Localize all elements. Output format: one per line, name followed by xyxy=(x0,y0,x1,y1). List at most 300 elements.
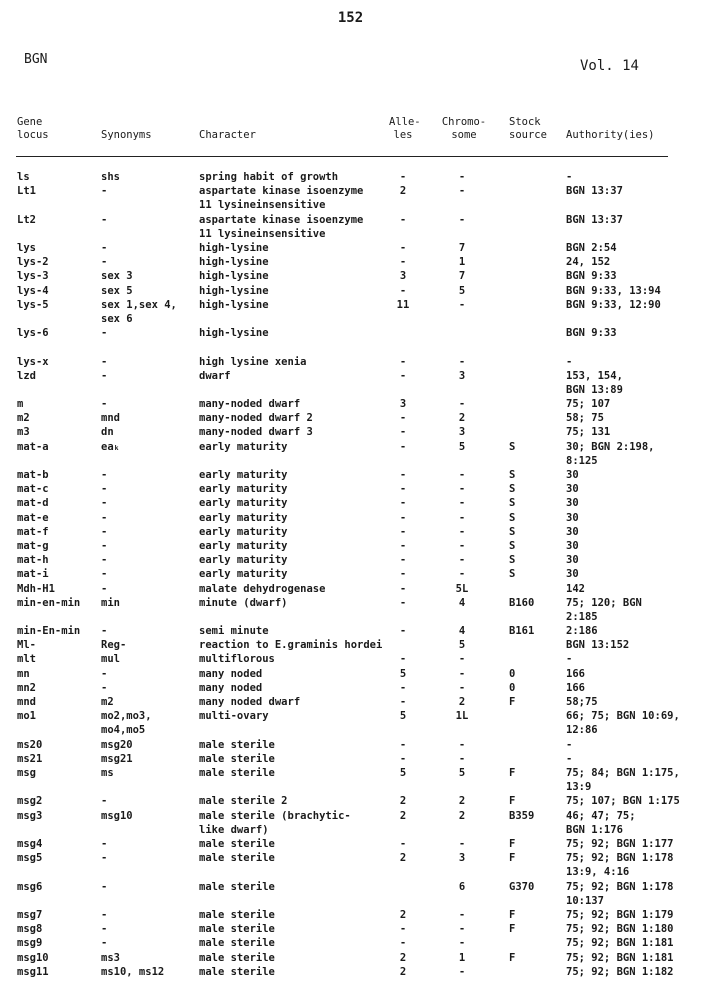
header-synonyms: Synonyms xyxy=(101,129,152,141)
chromosome-cell: - xyxy=(458,738,466,751)
table-row xyxy=(0,525,701,539)
alleles-cell: - xyxy=(399,497,407,510)
chromosome-cell: - xyxy=(458,298,466,311)
character-cell: multiflorous xyxy=(199,653,275,666)
character-cell: male sterile (brachytic- like dwarf) xyxy=(199,809,351,836)
gene-locus-cell: lys-x xyxy=(17,355,49,368)
character-cell: semi minute xyxy=(199,625,269,638)
gene-locus-cell: Mdh-H1 xyxy=(17,582,55,595)
chromosome-cell: - xyxy=(458,213,466,226)
character-cell: male sterile xyxy=(199,738,275,751)
synonyms-cell: shs xyxy=(101,171,120,183)
synonyms-cell: - xyxy=(101,880,108,893)
chromosome-cell: - xyxy=(458,923,466,936)
header-rule xyxy=(16,156,668,157)
synonyms-cell: - xyxy=(101,483,108,496)
gene-locus-cell: msg5 xyxy=(17,852,43,865)
gene-locus-cell: lys-4 xyxy=(17,284,49,297)
character-cell: early maturity xyxy=(199,539,288,552)
character-cell: early maturity xyxy=(199,511,288,524)
chromosome-cell: 3 xyxy=(458,852,466,865)
authority-cell: 30 xyxy=(566,554,579,567)
chromosome-cell: 5 xyxy=(458,639,466,652)
synonyms-cell: - xyxy=(101,908,108,921)
chromosome-cell: - xyxy=(458,908,466,921)
chromosome-cell: - xyxy=(458,554,466,567)
chromosome-cell: 3 xyxy=(458,369,466,382)
synonyms-cell: - xyxy=(101,837,108,850)
table-row xyxy=(0,255,701,269)
chromosome-cell: 5 xyxy=(458,440,466,453)
character-cell: high-lysine xyxy=(199,241,269,254)
authority-cell: 75; 92; BGN 1:182 xyxy=(566,965,674,978)
character-cell: reaction to E.graminis hordei xyxy=(199,639,383,652)
gene-locus-cell: lys xyxy=(17,241,36,254)
character-cell: high-lysine xyxy=(199,270,269,283)
gene-locus-cell: msg11 xyxy=(17,965,49,978)
character-cell: early maturity xyxy=(199,568,288,581)
authority-cell: - xyxy=(566,738,573,751)
gene-locus-cell: mat-a xyxy=(17,440,49,453)
synonyms-cell: Reg- xyxy=(101,639,127,652)
authority-cell: - xyxy=(566,752,573,765)
synonyms-cell: - xyxy=(101,369,108,382)
table-row xyxy=(0,681,701,695)
authority-cell: BGN 13:37 xyxy=(566,185,623,198)
stock-source-cell: S xyxy=(509,554,516,567)
gene-locus-cell: mat-g xyxy=(17,539,49,552)
character-cell: high-lysine xyxy=(199,298,269,311)
table-row xyxy=(0,837,701,851)
chromosome-cell: - xyxy=(458,171,466,183)
table-row xyxy=(0,213,701,241)
character-cell: male sterile xyxy=(199,767,275,779)
alleles-cell: - xyxy=(399,738,407,751)
table-row xyxy=(0,411,701,425)
table-row xyxy=(0,553,701,567)
character-cell: aspartate kinase isoenzyme 11 lysineinsensitive xyxy=(199,213,364,240)
character-cell: aspartate kinase isoenzyme 11 lysineinsensitive xyxy=(199,185,364,212)
table-row xyxy=(0,752,701,766)
table-row xyxy=(0,880,701,908)
gene-locus-cell: mn xyxy=(17,667,30,680)
synonyms-cell: sex 3 xyxy=(101,270,133,283)
character-cell: male sterile 2 xyxy=(199,795,288,808)
character-cell: early maturity xyxy=(199,497,288,510)
alleles-cell: 5 xyxy=(399,767,407,779)
character-cell: many noded xyxy=(199,681,263,694)
authority-cell: 75; 120; BGN 2:185 xyxy=(566,596,642,623)
chromosome-cell: 2 xyxy=(458,412,466,425)
table-row xyxy=(0,908,701,922)
character-cell: many noded xyxy=(199,667,263,680)
gene-locus-cell: Lt2 xyxy=(17,213,36,226)
stock-source-cell: S xyxy=(509,511,516,524)
chromosome-cell: 7 xyxy=(458,270,466,283)
synonyms-cell: - xyxy=(101,355,108,368)
table-row xyxy=(0,709,701,737)
chromosome-cell: - xyxy=(458,497,466,510)
chromosome-cell: 5 xyxy=(458,284,466,297)
alleles-cell: - xyxy=(399,426,407,439)
table-row xyxy=(0,326,701,354)
authority-cell: 30 xyxy=(566,511,579,524)
authority-cell: 30; BGN 2:198, 8:125 xyxy=(566,440,655,467)
synonyms-cell: - xyxy=(101,582,108,595)
alleles-cell: 3 xyxy=(399,270,407,283)
character-cell: many-noded dwarf 2 xyxy=(199,412,313,425)
alleles-cell: - xyxy=(399,369,407,382)
stock-source-cell: S xyxy=(509,483,516,496)
table-row xyxy=(0,596,701,624)
alleles-cell: - xyxy=(399,923,407,936)
chromosome-cell: - xyxy=(458,525,466,538)
authority-cell: BGN 2:54 xyxy=(566,241,617,254)
authority-cell: 30 xyxy=(566,483,579,496)
header-chromosome: Chromo- some xyxy=(441,116,487,141)
alleles-cell: - xyxy=(399,241,407,254)
authority-cell: 2:186 xyxy=(566,625,598,638)
synonyms-cell: - xyxy=(101,667,108,680)
character-cell: male sterile xyxy=(199,908,275,921)
authority-cell: 75; 92; BGN 1:181 xyxy=(566,951,674,964)
character-cell: early maturity xyxy=(199,554,288,567)
alleles-cell: - xyxy=(399,554,407,567)
alleles-cell: 2 xyxy=(399,852,407,865)
gene-locus-cell: ms20 xyxy=(17,738,43,751)
chromosome-cell: 5 xyxy=(458,767,466,779)
chromosome-cell: 2 xyxy=(458,809,466,822)
chromosome-cell: - xyxy=(458,539,466,552)
chromosome-cell: 7 xyxy=(458,241,466,254)
synonyms-cell: - xyxy=(101,923,108,936)
synonyms-cell: - xyxy=(101,525,108,538)
alleles-cell: - xyxy=(399,469,407,482)
authority-cell: 75; 92; BGN 1:178 10:137 xyxy=(566,880,674,907)
table-row xyxy=(0,369,701,397)
table-row xyxy=(0,582,701,596)
chromosome-cell: 5L xyxy=(455,582,469,595)
synonyms-cell: - xyxy=(101,497,108,510)
authority-cell: 30 xyxy=(566,469,579,482)
synonyms-cell: - xyxy=(101,398,108,411)
authority-cell: 75; 131 xyxy=(566,426,611,439)
gene-locus-cell: mat-e xyxy=(17,511,49,524)
authority-cell: 75; 92; BGN 1:178 13:9, 4:16 xyxy=(566,852,674,879)
synonyms-cell: - xyxy=(101,937,108,950)
gene-locus-cell: mnd xyxy=(17,696,36,709)
header-gene-locus: Gene locus xyxy=(17,116,49,141)
authority-cell: - xyxy=(566,171,573,183)
synonyms-cell: sex 5 xyxy=(101,284,133,297)
alleles-cell: - xyxy=(399,256,407,269)
table-header xyxy=(0,116,701,148)
alleles-cell: 5 xyxy=(399,710,407,723)
authority-cell: 75; 84; BGN 1:175, 13:9 xyxy=(566,767,680,794)
synonyms-cell: - xyxy=(101,554,108,567)
authority-cell: BGN 9:33, 12:90 xyxy=(566,298,661,311)
stock-source-cell: B160 xyxy=(509,596,535,609)
page-number: 152 xyxy=(337,10,364,26)
stock-source-cell: F xyxy=(509,923,516,936)
character-cell: many-noded dwarf xyxy=(199,398,301,411)
chromosome-cell: - xyxy=(458,568,466,581)
table-row xyxy=(0,695,701,709)
character-cell: male sterile xyxy=(199,852,275,865)
chromosome-cell: - xyxy=(458,185,466,198)
synonyms-cell: - xyxy=(101,852,108,865)
stock-source-cell: 0 xyxy=(509,681,516,694)
character-cell: many-noded dwarf 3 xyxy=(199,426,313,439)
authority-cell: 30 xyxy=(566,539,579,552)
synonyms-cell: sex 1,sex 4, sex 6 xyxy=(101,298,177,325)
gene-locus-cell: msg4 xyxy=(17,837,43,850)
gene-locus-cell: lys-6 xyxy=(17,327,49,340)
authority-cell: 30 xyxy=(566,568,579,581)
alleles-cell: 5 xyxy=(399,667,407,680)
authority-cell: 30 xyxy=(566,525,579,538)
gene-locus-cell: msg2 xyxy=(17,795,43,808)
table-row xyxy=(0,170,701,184)
authority-cell: - xyxy=(566,355,573,368)
synonyms-cell: - xyxy=(101,681,108,694)
chromosome-cell: - xyxy=(458,837,466,850)
gene-locus-cell: mat-f xyxy=(17,525,49,538)
synonyms-cell: min xyxy=(101,596,120,609)
gene-locus-cell: mlt xyxy=(17,653,36,666)
authority-cell: 24, 152 xyxy=(566,256,611,269)
authority-cell: 66; 75; BGN 10:69, 12:86 xyxy=(566,710,680,737)
table-row xyxy=(0,936,701,950)
authority-cell: 46; 47; 75; BGN 1:176 xyxy=(566,809,636,836)
gene-locus-cell: min-en-min xyxy=(17,596,81,609)
stock-source-cell: 0 xyxy=(509,667,516,680)
alleles-cell: - xyxy=(399,284,407,297)
chromosome-cell: - xyxy=(458,469,466,482)
chromosome-cell: - xyxy=(458,965,466,978)
alleles-cell: 2 xyxy=(399,908,407,921)
header-stock-source: Stock source xyxy=(509,116,547,141)
table-row xyxy=(0,425,701,439)
header-authority: Authority(ies) xyxy=(566,129,655,141)
authority-cell: BGN 13:37 xyxy=(566,213,623,226)
gene-table xyxy=(0,170,701,979)
table-row xyxy=(0,397,701,411)
character-cell: dwarf xyxy=(199,369,231,382)
character-cell: male sterile xyxy=(199,880,275,893)
authority-cell: 75; 107 xyxy=(566,398,611,411)
alleles-cell: - xyxy=(399,582,407,595)
chromosome-cell: 2 xyxy=(458,795,466,808)
gene-locus-cell: m3 xyxy=(17,426,30,439)
table-row xyxy=(0,794,701,808)
table-row xyxy=(0,809,701,837)
gene-locus-cell: msg6 xyxy=(17,880,43,893)
synonyms-cell: m2 xyxy=(101,696,114,709)
table-row xyxy=(0,241,701,255)
alleles-cell: - xyxy=(399,937,407,950)
alleles-cell: - xyxy=(399,171,407,183)
alleles-cell: - xyxy=(399,355,407,368)
chromosome-cell: 1L xyxy=(455,710,469,723)
synonyms-cell: - xyxy=(101,327,108,340)
gene-locus-cell: Ml- xyxy=(17,639,36,652)
stock-source-cell: S xyxy=(509,568,516,581)
synonyms-cell: - xyxy=(101,625,108,638)
alleles-cell: 11 xyxy=(396,298,410,311)
authority-cell: 142 xyxy=(566,582,585,595)
authority-cell: 75; 92; BGN 1:181 xyxy=(566,937,674,950)
gene-locus-cell: msg3 xyxy=(17,809,43,822)
chromosome-cell: - xyxy=(458,355,466,368)
authority-cell: 75; 92; BGN 1:179 xyxy=(566,908,674,921)
synonyms-cell: msg20 xyxy=(101,738,133,751)
alleles-cell: 2 xyxy=(399,185,407,198)
character-cell: male sterile xyxy=(199,837,275,850)
authority-cell: 153, 154, BGN 13:89 xyxy=(566,369,623,396)
chromosome-cell: 4 xyxy=(458,625,466,638)
stock-source-cell: F xyxy=(509,795,516,808)
table-row xyxy=(0,567,701,581)
authority-cell: 166 xyxy=(566,667,585,680)
table-row xyxy=(0,482,701,496)
table-row xyxy=(0,965,701,979)
authority-cell: 58; 75 xyxy=(566,412,604,425)
gene-locus-cell: msg10 xyxy=(17,951,49,964)
header-alleles: Alle- les xyxy=(389,116,421,141)
chromosome-cell: 2 xyxy=(458,696,466,709)
authority-cell: BGN 13:152 xyxy=(566,639,630,652)
authority-cell: 75; 107; BGN 1:175 xyxy=(566,795,680,808)
character-cell: early maturity xyxy=(199,469,288,482)
character-cell: male sterile xyxy=(199,965,275,978)
gene-locus-cell: mat-h xyxy=(17,554,49,567)
alleles-cell: - xyxy=(399,837,407,850)
authority-cell: BGN 9:33 xyxy=(566,270,617,283)
gene-locus-cell: min-En-min xyxy=(17,625,81,638)
alleles-cell: - xyxy=(399,568,407,581)
table-row xyxy=(0,667,701,681)
volume-label: Vol. 14 xyxy=(579,58,639,74)
chromosome-cell: 3 xyxy=(458,426,466,439)
stock-source-cell: F xyxy=(509,696,516,709)
authority-cell: 58;75 xyxy=(566,696,598,709)
table-row xyxy=(0,851,701,879)
header-character: Character xyxy=(199,129,256,141)
table-row xyxy=(0,652,701,666)
chromosome-cell: - xyxy=(458,667,466,680)
alleles-cell: - xyxy=(399,483,407,496)
gene-locus-cell: ls xyxy=(17,171,30,183)
chromosome-cell: 4 xyxy=(458,596,466,609)
alleles-cell: - xyxy=(399,653,407,666)
gene-locus-cell: lys-2 xyxy=(17,256,49,269)
stock-source-cell: F xyxy=(509,767,516,779)
synonyms-cell: ms xyxy=(101,767,114,779)
stock-source-cell: F xyxy=(509,951,516,964)
character-cell: early maturity xyxy=(199,525,288,538)
alleles-cell: 2 xyxy=(399,965,407,978)
table-row xyxy=(0,298,701,326)
gene-locus-cell: mat-d xyxy=(17,497,49,510)
gene-locus-cell: lys-3 xyxy=(17,270,49,283)
stock-source-cell: S xyxy=(509,497,516,510)
character-cell: male sterile xyxy=(199,951,275,964)
gene-locus-cell: mn2 xyxy=(17,681,36,694)
synonyms-cell: dn xyxy=(101,426,114,439)
character-cell: many noded dwarf xyxy=(199,696,301,709)
alleles-cell: - xyxy=(399,511,407,524)
chromosome-cell: - xyxy=(458,483,466,496)
gene-locus-cell: mat-i xyxy=(17,568,49,581)
synonyms-cell: mul xyxy=(101,653,120,666)
table-row xyxy=(0,355,701,369)
gene-locus-cell: lzd xyxy=(17,369,36,382)
alleles-cell: - xyxy=(399,625,407,638)
character-cell: high-lysine xyxy=(199,284,269,297)
table-row xyxy=(0,468,701,482)
authority-cell: BGN 9:33, 13:94 xyxy=(566,284,661,297)
stock-source-cell: G370 xyxy=(509,880,535,893)
character-cell: male sterile xyxy=(199,937,275,950)
table-row xyxy=(0,440,701,468)
alleles-cell: - xyxy=(399,412,407,425)
gene-locus-cell: msg8 xyxy=(17,923,43,936)
chromosome-cell: - xyxy=(458,681,466,694)
alleles-cell: 2 xyxy=(399,809,407,822)
character-cell: spring habit of growth xyxy=(199,171,339,183)
character-cell: male sterile xyxy=(199,923,275,936)
synonyms-cell: mnd xyxy=(101,412,120,425)
stock-source-cell: B359 xyxy=(509,809,535,822)
gene-locus-cell: lys-5 xyxy=(17,298,49,311)
synonyms-cell: - xyxy=(101,241,108,254)
alleles-cell: 2 xyxy=(399,951,407,964)
gene-locus-cell: mat-b xyxy=(17,469,49,482)
authority-cell: 75; 92; BGN 1:177 xyxy=(566,837,674,850)
character-cell: high-lysine xyxy=(199,327,269,340)
chromosome-cell: 1 xyxy=(458,256,466,269)
synonyms-cell: - xyxy=(101,213,108,226)
synonyms-cell: ms10, ms12 xyxy=(101,965,165,978)
synonyms-cell: mo2,mo3, mo4,mo5 xyxy=(101,710,152,737)
table-row xyxy=(0,284,701,298)
character-cell: malate dehydrogenase xyxy=(199,582,326,595)
chromosome-cell: - xyxy=(458,511,466,524)
alleles-cell: 3 xyxy=(399,398,407,411)
stock-source-cell: S xyxy=(509,469,516,482)
stock-source-cell: F xyxy=(509,837,516,850)
character-cell: high lysine xenia xyxy=(199,355,307,368)
table-row xyxy=(0,624,701,638)
chromosome-cell: 1 xyxy=(458,951,466,964)
alleles-cell: - xyxy=(399,681,407,694)
synonyms-cell: - xyxy=(101,469,108,482)
character-cell: multi-ovary xyxy=(199,710,269,723)
synonyms-cell: - xyxy=(101,539,108,552)
chromosome-cell: - xyxy=(458,653,466,666)
character-cell: minute (dwarf) xyxy=(199,596,288,609)
alleles-cell: - xyxy=(399,596,407,609)
alleles-cell: 2 xyxy=(399,795,407,808)
table-row xyxy=(0,638,701,652)
synonyms-cell: ms3 xyxy=(101,951,120,964)
gene-locus-cell: ms21 xyxy=(17,752,43,765)
stock-source-cell: F xyxy=(509,852,516,865)
table-row xyxy=(0,184,701,212)
gene-locus-cell: mo1 xyxy=(17,710,36,723)
authority-cell: 166 xyxy=(566,681,585,694)
